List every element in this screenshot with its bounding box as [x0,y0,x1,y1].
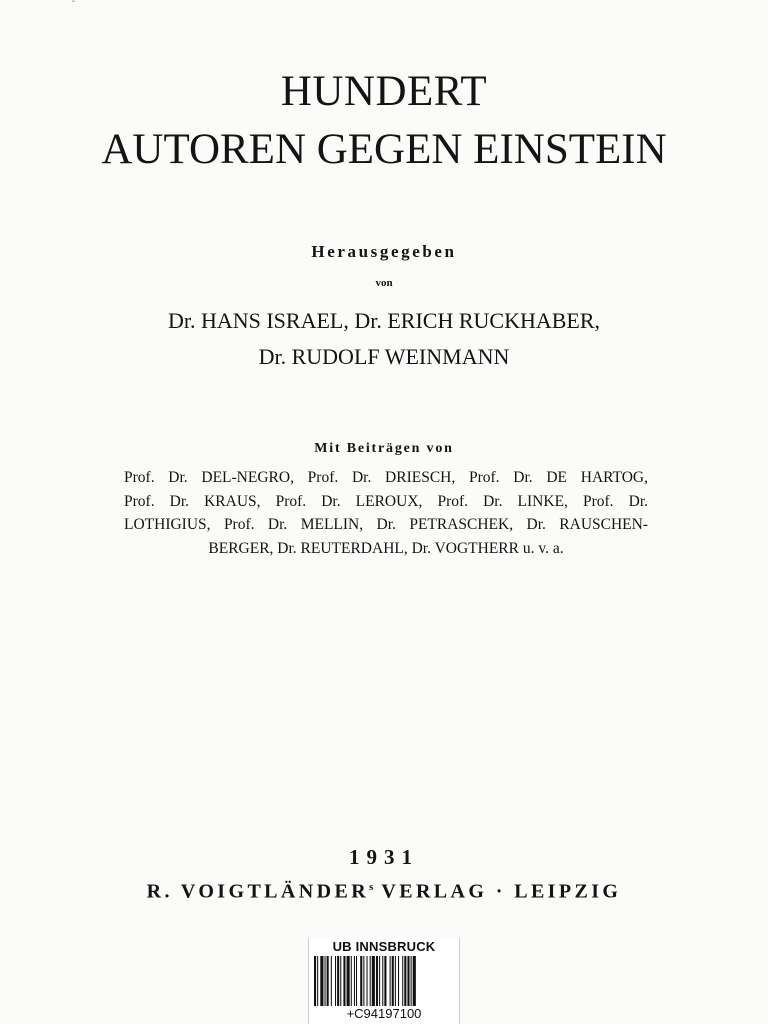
barcode-bar [411,956,412,1006]
barcode-bar [363,956,364,1006]
barcode-bar [331,956,332,1006]
barcode-bar [367,956,368,1006]
contributors-line: Prof. Dr. KRAUS, Prof. Dr. LEROUX, Prof. Dr. LINKE, Prof. Dr. [124,492,648,510]
barcode-bar [372,956,375,1006]
editors-line-2: Dr. RUDOLF WEINMANN [258,344,510,369]
barcode-bar [340,956,341,1006]
library-name: UB INNSBRUCK [332,939,436,954]
publisher-name: R. VOIGTLÄNDER [146,880,370,903]
edited-by-heading: Herausgegeben [311,242,457,261]
barcode-bar [398,956,399,1006]
contributors-line: BERGER, Dr. REUTERDAHL, Dr. VOGTHERR u. v. a. [208,539,564,557]
by-word: von [375,277,393,289]
barcode-bar [384,956,386,1006]
barcode-bar [413,956,416,1006]
book-title-line-2: AUTOREN GEGEN EINSTEIN [101,126,667,173]
library-barcode-label [308,938,460,1024]
scan-speck: ˘ [72,0,75,8]
barcode-bar [343,956,345,1006]
barcode-bar [407,956,409,1006]
barcode-bar [390,956,391,1006]
barcode-bar [325,956,326,1006]
barcode-bar [382,956,383,1006]
barcode-bar [337,956,339,1006]
barcode-bar [354,956,355,1006]
publisher-superscript: s [369,881,374,893]
barcode-bar [392,956,394,1006]
barcode-bar [402,956,403,1006]
contributions-heading: Mit Beiträgen von [314,441,454,456]
barcode-bar [395,956,396,1006]
barcode-bar [360,956,362,1006]
barcode-bar [335,956,336,1006]
publisher-place: VERLAG · LEIPZIG [373,880,622,903]
barcode-bar [314,956,316,1006]
barcode-bar [347,956,350,1006]
barcode-number: +C94197100 [346,1006,422,1021]
barcode-bar [320,956,323,1006]
contributors-line: LOTHIGIUS, Prof. Dr. MELLIN, Dr. PETRASCHEK, Dr. RAUSCHEN- [124,516,648,533]
barcode-bar [356,956,357,1006]
barcode-bar [404,956,406,1006]
book-title-line-1: HUNDERT [280,68,488,115]
barcode-bar [327,956,329,1006]
barcode-bar [351,956,352,1006]
editors-line-1: Dr. HANS ISRAEL, Dr. ERICH RUCKHABER, [167,308,601,333]
publication-year: 1931 [349,845,419,869]
contributors-line: Prof. Dr. DEL-NEGRO, Prof. Dr. DRIESCH, Prof. Dr. DE HARTOG, [124,469,648,486]
barcode-bar [370,956,371,1006]
barcode-bar [317,956,318,1006]
barcode-bar [376,956,378,1006]
barcode-icon [313,956,455,1006]
publisher-line [0,874,768,905]
barcode-bar [379,956,380,1006]
contributors-list [124,466,648,560]
